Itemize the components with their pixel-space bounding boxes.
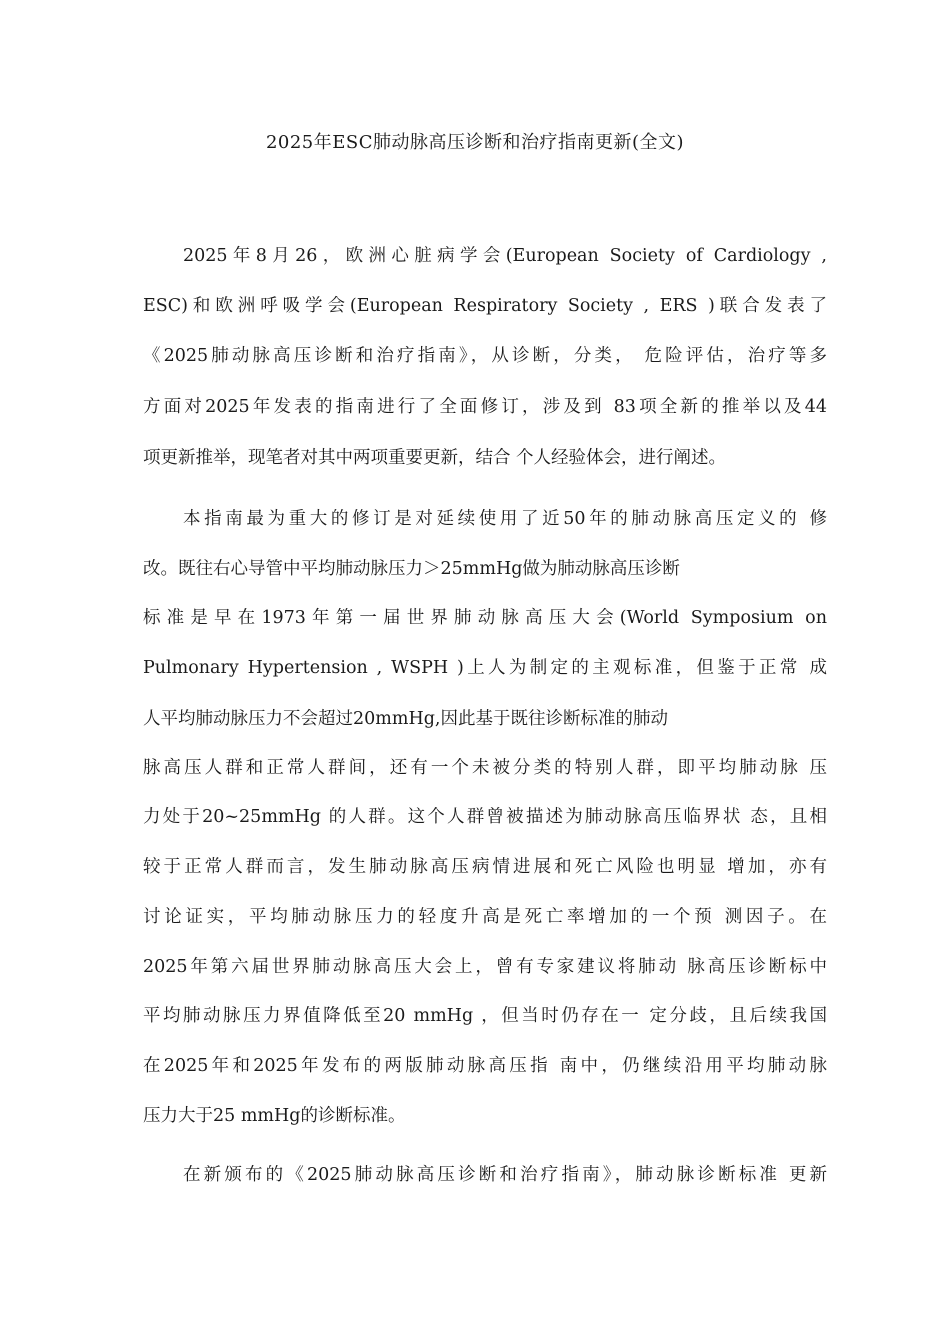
paragraph-line: 标准是早在1973年第一届世界肺动脉高压大会(World Symposium on xyxy=(143,608,827,628)
paragraph-line: ESC)和欧洲呼吸学会(European Respiratory Society , ERS )联合发表了 xyxy=(143,296,827,316)
paragraph-line: 项更新推举，现笔者对其中两项重要更新，结合 个人经验体会，进行阐述。 xyxy=(143,448,727,468)
paragraph-line: 2025年第六届世界肺动脉高压大会上，曾有专家建议将肺动 脉高压诊断标中 xyxy=(143,957,827,977)
paragraph-line: 压力大于25 mmHg的诊断标准。 xyxy=(143,1106,406,1126)
paragraph-line: 改。既往右心导管中平均肺动脉压力＞25mmHg做为肺动脉高压诊断 xyxy=(143,559,680,579)
paragraph-line: 本指南最为重大的修订是对延续使用了近50年的肺动脉高压定义的 修 xyxy=(183,509,827,529)
paragraph-line: 《2025肺动脉高压诊断和治疗指南》，从诊断，分类， 危险评估，治疗等多 xyxy=(143,346,827,366)
paragraph-line: 脉高压人群和正常人群间，还有一个未被分类的特别人群，即平均肺动脉 压 xyxy=(143,758,827,778)
paragraph-line: 较于正常人群而言，发生肺动脉高压病情进展和死亡风险也明显 增加，亦有 xyxy=(143,857,827,877)
paragraph-line: 平均肺动脉压力界值降低至20 mmHg ，但当时仍存在一 定分歧，且后续我国 xyxy=(143,1006,827,1026)
paragraph-line: 在新颁布的《2025肺动脉高压诊断和治疗指南》，肺动脉诊断标准 更新 xyxy=(183,1165,827,1185)
paragraph-line: 在2025年和2025年发布的两版肺动脉高压指 南中，仍继续沿用平均肺动脉 xyxy=(143,1056,827,1076)
paragraph-line: 方面对2025年发表的指南进行了全面修订，涉及到 83项全新的推举以及44 xyxy=(143,397,827,417)
document-title: 2025年ESC肺动脉高压诊断和治疗指南更新(全文) xyxy=(265,132,685,153)
paragraph-line: 2025年8月26，欧洲心脏病学会(European Society of Cardiology , xyxy=(183,246,827,266)
paragraph-line: 人平均肺动脉压力不会超过20mmHg,因此基于既往诊断标准的肺动 xyxy=(143,709,668,729)
paragraph-line: 讨论证实，平均肺动脉压力的轻度升高是死亡率增加的一个预 测因子。在 xyxy=(143,907,827,927)
paragraph-line: 力处于20~25mmHg 的人群。这个人群曾被描述为肺动脉高压临界状 态，且相 xyxy=(143,807,827,827)
paragraph-line: Pulmonary Hypertension , WSPH )上人为制定的主观标准，但鉴于正常 成 xyxy=(143,658,827,678)
